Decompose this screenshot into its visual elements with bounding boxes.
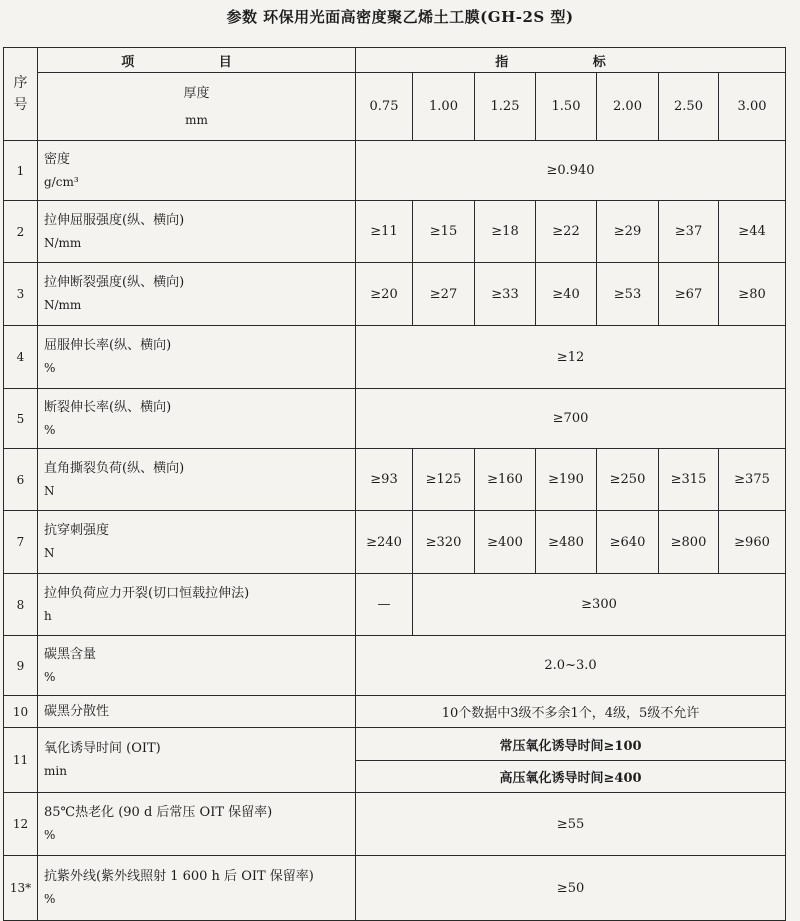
item-name: 屈服伸长率(纵、横向) — [44, 338, 172, 353]
row-number: 12 — [4, 793, 38, 856]
value-cell: ≥480 — [536, 511, 597, 574]
row-item — [38, 793, 356, 856]
seq-header: 序号 — [4, 48, 38, 141]
value-cell: ≥0.940 — [356, 141, 786, 201]
row-item — [38, 696, 356, 728]
item-name: 拉伸屈服强度(纵、横向) — [44, 212, 185, 228]
table-row — [4, 389, 786, 449]
value-cell: ≥250 — [597, 449, 659, 511]
item-unit: N/mm — [44, 298, 82, 312]
row-number: 10 — [4, 696, 38, 728]
table-row — [4, 326, 786, 389]
value-cell: ≥15 — [413, 201, 475, 263]
item-name: 拉伸断裂强度(纵、横向) — [44, 275, 185, 290]
value-cell: ≥18 — [475, 201, 536, 263]
row-item — [38, 636, 356, 696]
thickness-value: 1.25 — [475, 73, 536, 141]
value-cell: ≥55 — [356, 793, 786, 856]
value-cell: ≥93 — [356, 449, 413, 511]
item-unit: % — [44, 828, 56, 842]
item-name: 碳黑含量 — [44, 646, 97, 662]
item-header: 项 目 — [38, 48, 356, 73]
item-name: 直角撕裂负荷(纵、横向) — [44, 460, 185, 476]
value-cell: ≥50 — [356, 856, 786, 921]
table-row — [4, 636, 786, 696]
value-cell: 10个数据中3级不多余1个，4级，5级不允许 — [356, 696, 786, 728]
item-name: 氧化诱导时间 (OIT) — [44, 741, 161, 756]
row-number: 1 — [4, 141, 38, 201]
item-unit: N — [44, 546, 55, 560]
table-row — [4, 856, 786, 921]
item-unit: % — [44, 892, 56, 906]
value-cell: ≥640 — [597, 511, 659, 574]
thickness-value: 2.00 — [597, 73, 659, 141]
value-cell: ≥960 — [719, 511, 786, 574]
item-unit: % — [44, 361, 56, 375]
item-name: 拉伸负荷应力开裂(切口恒载拉伸法) — [44, 585, 250, 601]
item-unit: h — [44, 608, 52, 623]
value-cell: ≥37 — [659, 201, 719, 263]
value-cell: ≥80 — [719, 263, 786, 326]
value-cell: ≥27 — [413, 263, 475, 326]
row-number: 5 — [4, 389, 38, 449]
value-cell: ≥125 — [413, 449, 475, 511]
row-number: 11 — [4, 728, 38, 793]
table-row — [4, 511, 786, 574]
row-item — [38, 141, 356, 201]
table-title: 参数 环保用光面高密度聚乙烯土工膜(GH-2S 型) — [226, 8, 574, 26]
value-cell: ≥53 — [597, 263, 659, 326]
thickness-value: 1.50 — [536, 73, 597, 141]
thickness-unit: mm — [185, 112, 208, 127]
item-unit: N — [44, 483, 55, 498]
thickness-value: 1.00 — [413, 73, 475, 141]
value-cell: ≥33 — [475, 263, 536, 326]
value-cell: ≥29 — [597, 201, 659, 263]
row-item — [38, 326, 356, 389]
row-number: 9 — [4, 636, 38, 696]
table-row — [4, 201, 786, 263]
row-number: 8 — [4, 574, 38, 636]
row-item — [38, 856, 356, 921]
row-item — [38, 574, 356, 636]
value-cell: ≥22 — [536, 201, 597, 263]
table-row — [4, 728, 786, 761]
value-cell: 常压氧化诱导时间≥100 — [356, 728, 786, 761]
row-item — [38, 728, 356, 793]
thickness-header — [38, 73, 356, 141]
value-cell: ≥20 — [356, 263, 413, 326]
item-unit: % — [44, 669, 56, 684]
row-number: 6 — [4, 449, 38, 511]
row-item — [38, 201, 356, 263]
item-name: 85℃热老化 (90 d 后常压 OIT 保留率) — [44, 805, 273, 820]
table-row — [4, 793, 786, 856]
row-item — [38, 389, 356, 449]
item-unit: % — [44, 422, 56, 437]
row-number: 2 — [4, 201, 38, 263]
value-cell: ≥240 — [356, 511, 413, 574]
thickness-label: 厚度 — [183, 85, 210, 101]
row-item — [38, 449, 356, 511]
table-row — [4, 696, 786, 728]
row-item — [38, 511, 356, 574]
row-item — [38, 263, 356, 326]
value-cell: ≥67 — [659, 263, 719, 326]
index-header: 指 标 — [356, 48, 786, 73]
value-cell: ≥44 — [719, 201, 786, 263]
value-cell: ≥400 — [475, 511, 536, 574]
value-cell: ≥160 — [475, 449, 536, 511]
table-row — [4, 263, 786, 326]
value-cell: ≥40 — [536, 263, 597, 326]
item-name: 密度 — [44, 151, 71, 167]
value-cell: 2.0~3.0 — [356, 636, 786, 696]
table-row — [4, 141, 786, 201]
table-row — [4, 449, 786, 511]
value-cell: ≥375 — [719, 449, 786, 511]
value-cell: ≥300 — [413, 574, 786, 636]
value-cell: ≥11 — [356, 201, 413, 263]
row-number: 4 — [4, 326, 38, 389]
row-number: 3 — [4, 263, 38, 326]
item-name: 碳黑分散性 — [44, 703, 110, 719]
row-number: 7 — [4, 511, 38, 574]
row-number: 13* — [4, 856, 38, 921]
value-cell: ≥190 — [536, 449, 597, 511]
item-unit: N/mm — [44, 235, 82, 250]
spec-table — [3, 47, 786, 921]
value-cell: ≥320 — [413, 511, 475, 574]
table-row — [4, 574, 786, 636]
item-unit: min — [44, 764, 67, 778]
thickness-value: 3.00 — [719, 73, 786, 141]
value-cell: — — [356, 574, 413, 636]
item-name: 抗穿刺强度 — [44, 523, 110, 538]
value-cell: ≥12 — [356, 326, 786, 389]
thickness-value: 2.50 — [659, 73, 719, 141]
value-cell: ≥800 — [659, 511, 719, 574]
value-cell: 高压氧化诱导时间≥400 — [356, 761, 786, 793]
item-unit: g/cm³ — [44, 174, 79, 189]
value-cell: ≥700 — [356, 389, 786, 449]
item-name: 抗紫外线(紫外线照射 1 600 h 后 OIT 保留率) — [44, 869, 314, 884]
item-name: 断裂伸长率(纵、横向) — [44, 399, 172, 415]
value-cell: ≥315 — [659, 449, 719, 511]
thickness-value: 0.75 — [356, 73, 413, 141]
